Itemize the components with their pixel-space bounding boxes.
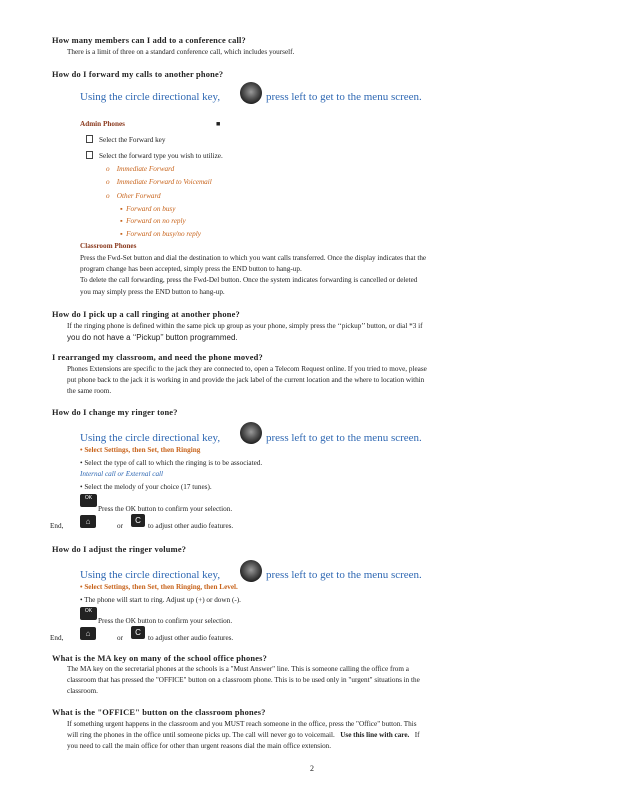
- ringer-tone-bullet-2: • Select the type of call to which the ringing is to be associated.: [80, 459, 263, 467]
- admin-phones-heading: Admin Phones: [80, 120, 125, 128]
- question-pickup: How do I pick up a call ringing at another phone?: [52, 310, 240, 319]
- circle-directional-key-icon: [240, 422, 262, 444]
- classroom-line-3: To delete the call forwarding, press the Fwd-Del button. Once the system indicates forwarding is cancelled or deleted: [80, 276, 418, 284]
- circle-directional-key-icon: [240, 82, 262, 104]
- c-button-icon: C: [131, 514, 145, 527]
- c-button-icon: C: [131, 626, 145, 639]
- end-button-icon: ⌂: [80, 627, 96, 640]
- rearranged-line-1: Phones Extensions are specific to the jack they are connected to, open a Telecom Request online. If you tried to move, please: [67, 365, 427, 373]
- question-ringer-tone: How do I change my ringer tone?: [52, 408, 178, 417]
- ringer-tone-intro-right: press left to get to the menu screen.: [266, 432, 422, 444]
- office-care-warning: Use this line with care.: [340, 731, 410, 739]
- forward-intro-left: Using the circle directional key,: [80, 91, 221, 103]
- ok-button-icon: OK: [80, 494, 97, 507]
- ringer-volume-press-ok: Press the OK button to confirm your selection.: [98, 617, 233, 625]
- ringer-volume-adjust: to adjust other audio features.: [148, 634, 234, 642]
- end-button-icon: ⌂: [80, 515, 96, 528]
- forward-step-2: Select the forward type you wish to utilize.: [86, 151, 223, 160]
- classroom-phones-heading: Classroom Phones: [80, 242, 137, 250]
- ok-button-icon: OK: [80, 607, 97, 620]
- rearranged-line-3: the same room.: [67, 387, 112, 395]
- forward-suboption-2: ▪ Forward on no reply: [120, 217, 186, 225]
- classroom-line-4: you may simply press the END button to hang-up.: [80, 288, 225, 296]
- ringer-tone-adjust: to adjust other audio features.: [148, 522, 234, 530]
- ringer-volume-intro-right: press left to get to the menu screen.: [266, 569, 422, 581]
- pickup-line-1: If the ringing phone is defined within the same pick up group as your phone, simply press the ‘‘pickup’’ button, or dial *3 if: [67, 322, 423, 330]
- ma-key-line-1: The MA key on the secretarial phones at the schools is a "Must Answer" line. This is someone calling the office from a: [67, 665, 409, 673]
- ringer-tone-intro-left: Using the circle directional key,: [80, 432, 221, 444]
- question-rearranged: I rearranged my classroom, and need the phone moved?: [52, 353, 263, 362]
- forward-option-2: o Immediate Forward to Voicemail: [106, 178, 212, 186]
- rearranged-line-2: put phone back to the jack it is working in and provide the jack label of the current location and the where to location within: [67, 376, 425, 384]
- answer-conference: There is a limit of three on a standard conference call, which includes yourself.: [67, 48, 295, 56]
- forward-step-1: Select the Forward key: [86, 135, 165, 144]
- ringer-volume-bullet-2: • The phone will start to ring. Adjust up (+) or down (-).: [80, 596, 241, 604]
- checkbox-icon: [86, 151, 93, 159]
- question-ma-key: What is the MA key on many of the school office phones?: [52, 654, 268, 663]
- ringer-volume-intro-left: Using the circle directional key,: [80, 569, 221, 581]
- ringer-tone-or: or: [117, 522, 123, 530]
- circle-directional-key-icon: [240, 560, 262, 582]
- office-line-1: If something urgent happens in the classroom and you MUST reach someone in the office, press the "Office" button. This: [67, 720, 417, 728]
- pickup-line-2: you do not have a ‘‘Pickup’’ button programmed.: [67, 333, 238, 342]
- ringer-volume-bullet-1: • Select Settings, then Set, then Ringing, then Level.: [80, 583, 238, 591]
- office-line-2: will ring the phones in the office until someone picks up. The call will never go to voicemail. Use this line with care. If: [67, 731, 420, 739]
- question-office-button: What is the "OFFICE" button on the classroom phones?: [52, 708, 266, 717]
- classroom-line-1: Press the Fwd-Set button and dial the destination to which you want calls transferred. Once the display indicates that the: [80, 254, 427, 262]
- forward-intro-right: press left to get to the menu screen.: [266, 91, 422, 103]
- forward-option-1: o Immediate Forward: [106, 165, 175, 173]
- forward-option-3: o Other Forward: [106, 192, 161, 200]
- classroom-line-2: program change has been accepted, simply press the END button to hang-up.: [80, 265, 302, 273]
- ringer-tone-bullet-1: • Select Settings, then Set, then Ringing: [80, 446, 201, 454]
- ringer-tone-press-ok: Press the OK button to confirm your selection.: [98, 505, 233, 513]
- forward-suboption-1: ▪ Forward on busy: [120, 205, 176, 213]
- admin-mark: ■: [216, 120, 221, 128]
- forward-suboption-3: ▪ Forward on busy/no reply: [120, 230, 201, 238]
- question-conference: How many members can I add to a conference call?: [52, 36, 246, 45]
- office-line-3: you need to call the main office for other than urgent reasons dial the main office extension.: [67, 742, 332, 750]
- ma-key-line-2: classroom that has pressed the "OFFICE" button on a classroom phone. This is to be used only in "urgent" situations in the: [67, 676, 420, 684]
- checkbox-icon: [86, 135, 93, 143]
- question-ringer-volume: How do I adjust the ringer volume?: [52, 545, 187, 554]
- ringer-volume-end-label: End,: [50, 634, 64, 642]
- ma-key-line-3: classroom.: [67, 687, 98, 695]
- ringer-tone-bullet-3: • Select the melody of your choice (17 tunes).: [80, 483, 212, 491]
- page-number: 2: [310, 764, 314, 773]
- ringer-tone-end-label: End,: [50, 522, 64, 530]
- ringer-tone-bullet-2b: Internal call or External call: [80, 470, 164, 478]
- question-forward: How do I forward my calls to another phone?: [52, 70, 224, 79]
- ringer-volume-or: or: [117, 634, 123, 642]
